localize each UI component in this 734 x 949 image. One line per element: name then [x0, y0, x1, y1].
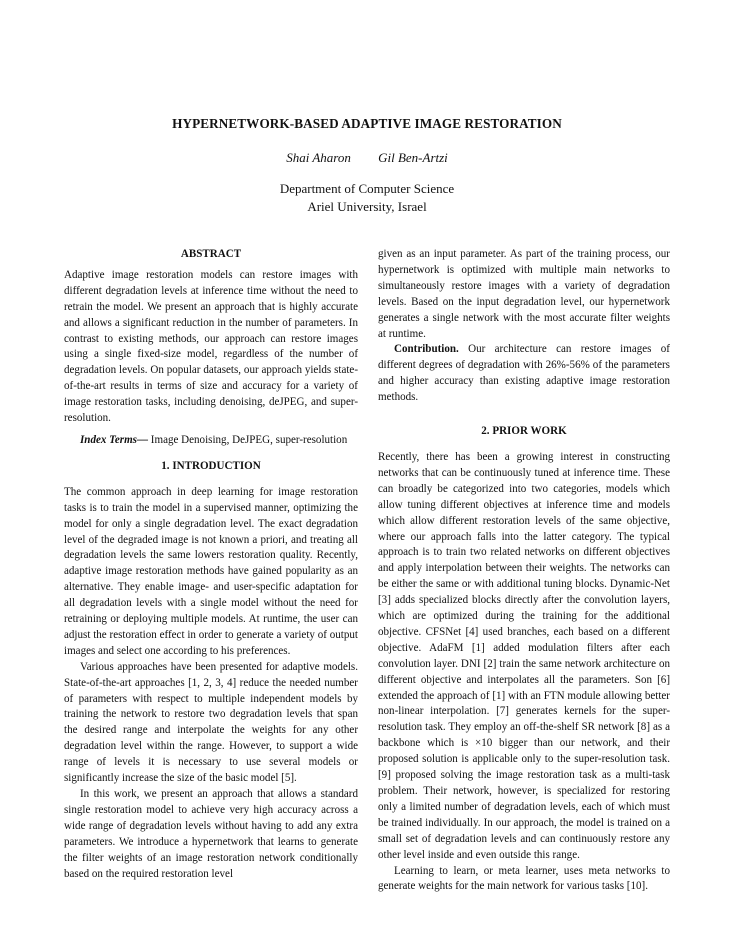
introduction-paragraph-continued: given as an input parameter. As part of the training process, our hypernetwork is optimized with multiple main networks to simultaneously restore images with a variety of degradation levels. Based on the input degradation level, our hypernetwork generates a single network with the most accurate filter weights at runtime.	[378, 248, 670, 340]
right-column	[378, 247, 670, 895]
introduction-heading: 1. INTRODUCTION	[161, 459, 261, 472]
introduction-paragraph: Various approaches have been presented for adaptive models. State-of-the-art approaches [1, 2, 3, 4] reduce the needed number of parameters with respect to multiple independent models by training the network to restore two degradation levels that span the desired range and interpolate the weights for any other degradation level within the range. However, to support a wide range of levels it is necessary to use several models or significantly increase the size of the basic model [5].	[64, 660, 358, 785]
author-name: Shai Aharon	[286, 150, 351, 165]
abstract-heading: ABSTRACT	[180, 248, 242, 260]
index-terms-label: Index Terms—	[80, 433, 149, 446]
affiliation-university: Ariel University, Israel	[307, 199, 427, 214]
prior-work-paragraph: Learning to learn, or meta learner, uses meta networks to generate weights for the main network for various tasks [10].	[378, 864, 670, 893]
prior-work-heading: 2. PRIOR WORK	[481, 425, 567, 438]
contribution-text: Our architecture can restore images of different degrees of degradation with 26%-56% of the parameters and higher accuracy than existing adaptive image restoration methods.	[378, 343, 670, 404]
left-column	[64, 247, 358, 882]
introduction-paragraph: In this work, we present an approach that allows a standard single restoration model to achieve very high accuracy across a wide range of degradation levels without having to add any extra parameters. We introduce a hypernetwork that learns to generate the filter weights of an image restoration network conditionally based on the required restoration level	[64, 788, 358, 880]
contribution-paragraph	[378, 342, 670, 406]
index-terms	[64, 433, 358, 449]
introduction-paragraph: The common approach in deep learning for image restoration tasks is to train the model in a supervised manner, optimizing the model for only a single degradation level. The exact degradation level of the degraded image is not known a priori, and treating all degradation levels the same lowers restoration quality. Recently, adaptive image restoration methods have gained popularity as an alternative. They enable image- and user-specific adaptation for all degradation levels with a single model without the need for retraining or deploying multiple models. At runtime, the user can adjust the restoration effect in order to generate a variety of output images and select one according to his preferences.	[64, 485, 358, 657]
affiliation-department: Department of Computer Science	[279, 181, 455, 196]
author-name: Gil Ben-Artzi	[378, 150, 448, 165]
abstract-text: Adaptive image restoration models can restore images with different degradation levels at inference time without the need to retrain the model. We present an approach that is highly accurate and allows a significant reduction in the number of parameters. In contrast to existing methods, our approach can restore images using a single fixed-size model, regardless of the number of degradation levels. On popular datasets, our approach yields state-of-the-art results in terms of size and accuracy for a variety of image restoration tasks, including denoising, deJPEG, and super-resolution.	[64, 268, 358, 425]
index-terms-text: Image Denoising, DeJPEG, super-resolution	[148, 433, 348, 446]
author-list	[0, 150, 734, 166]
contribution-label: Contribution.	[394, 343, 459, 356]
paper-title: HYPERNETWORK-BASED ADAPTIVE IMAGE RESTORATION	[172, 116, 562, 131]
prior-work-paragraph: Recently, there has been a growing interest in constructing networks that can be continuously tuned at inference time. These can broadly be categorized into two categories, models which allow tuning different objectives at inference time and models which allow different restoration levels of the same objective, where our approach falls into the latter category. The typical approach is to train two related networks on different objectives and apply interpolation between their weights. The networks can be either the same or with additional tuning blocks. Dynamic-Net [3] adds specialized blocks directly after the convolution layers, which are optimized during the training for the additional objective. CFSNet [4] used branches, each based on a different objective. AdaFM [1] added modulation filters after each convolution layer. DNI [2] train the same network architecture on different objective and interpolates all the parameters. Son [6] extended the approach of [1] with an FTN module allowing better non-linear interpolation. [7] generates kernels for the super-resolution task. They employ an off-the-shelf SR network [8] as a backbone which is ×10 bigger than our network, and their proposed solution is applicable only to the super-resolution task. [9] proposed solving the image restoration task as a multi-task problem. Their network, however, is specialized for restoring only a limited number of degradation levels, each of which must be trained individually. In our approach, the model is trained on a small set of degradation levels and can continuously restore any other level inside and even outside this range.	[378, 450, 670, 861]
